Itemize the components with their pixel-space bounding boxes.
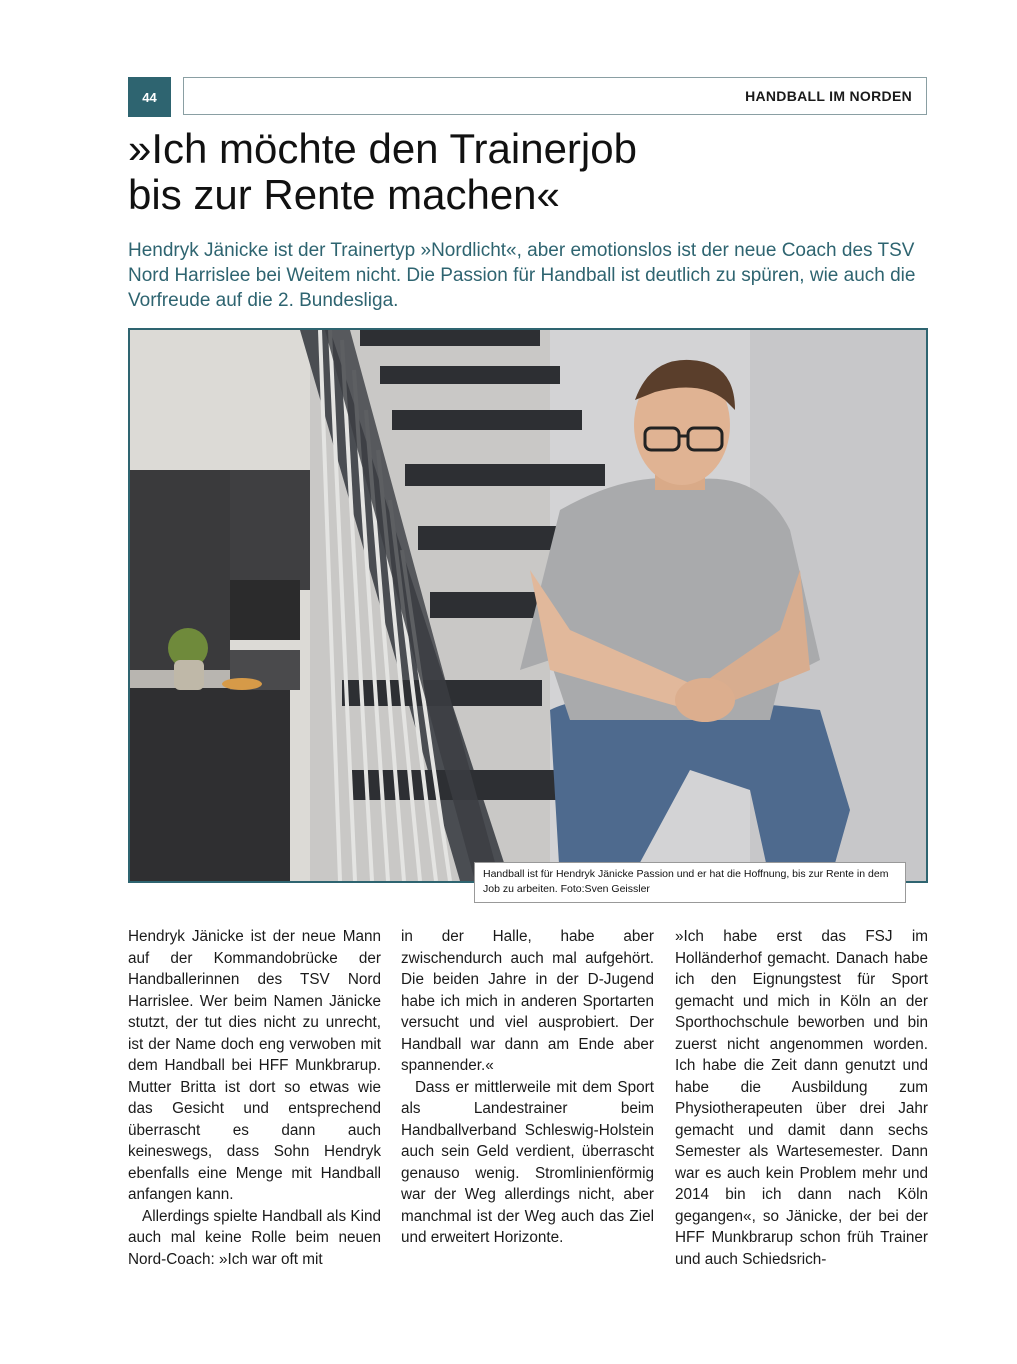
paragraph: Allerdings spielte Handball als Kind auch mal keine Rolle beim neuen Nord-Coach: »Ich war oft mit [128, 1207, 381, 1268]
title-line-2: bis zur Rente machen« [128, 171, 560, 218]
paragraph: Dass er mittlerweile mit dem Sport als Landestrainer beim Handballverband Schleswig-Holstein auch sein Geld verdient, überrascht genauso wenig. Stromlinienförmig war der Weg allerdings nicht, aber manchmal ist der Weg auch das Ziel und erweitert Horizonte. [401, 1078, 654, 1246]
paragraph: in der Halle, habe aber zwischendurch auch mal aufgehört. Die beiden Jahre in der D-Jugend habe ich mich in anderen Sportarten versucht und viel ausprobiert. Der Handball war dann am Ende aber spannender.« [401, 928, 654, 1074]
paragraph: Hendryk Jänicke ist der neue Mann auf der Kommandobrücke der Handballerinnen des TSV Nord Harrislee. Wer beim Namen Jänicke stutzt, der tut dies nicht zu unrecht, ist der Name doch eng verwoben mit dem Handball bei HFF Munkbrarup. Mutter Britta ist dort so etwas wie das Gesicht und entsprechend überrascht es dann auch keineswegs, dass Sohn Hendryk ebenfalls eine Menge mit Handball anfangen kann. [128, 928, 381, 1203]
text-column-1 [128, 926, 381, 1270]
section-header [183, 77, 927, 115]
article-lead: Hendryk Jänicke ist der Trainertyp »Nordlicht«, aber emotionslos ist der neue Coach des TSV Nord Harrislee bei Weitem nicht. Die Passion für Handball ist deutlich zu spüren, wie auch die Vorfreude auf die 2. Bundesliga. [128, 240, 916, 311]
title-line-1: »Ich möchte den Trainerjob [128, 125, 637, 172]
article-title [128, 126, 928, 218]
photo-caption: Handball ist für Hendryk Jänicke Passion und er hat die Hoffnung, bis zur Rente in dem Job zu arbeiten. Foto:Sven Geissler [474, 862, 906, 903]
text-column-3 [675, 926, 928, 1270]
photo-illustration [130, 330, 926, 881]
text-column-2 [401, 926, 654, 1249]
paragraph: »Ich habe erst das FSJ im Holländerhof gemacht. Danach habe ich den Eignungstest für Sport gemacht und mich in Köln an der Sporthochschule beworben und bin zuerst nicht angenommen worden. Ich habe die Zeit dann genutzt und habe die Ausbildung zum Physiotherapeuten über drei Jahr gemacht und damit dann sechs Semester als Wartesemester. Dann war es auch kein Problem mehr und 2014 bin ich dann nach Köln gegangen«, so Jänicke, der bei der HFF Munkbrarup schon früh Trainer und auch Schiedsrich- [675, 928, 928, 1268]
article-photo [128, 328, 928, 883]
page-number: 44 [128, 77, 171, 117]
section-title: HANDBALL IM NORDEN [745, 88, 912, 104]
